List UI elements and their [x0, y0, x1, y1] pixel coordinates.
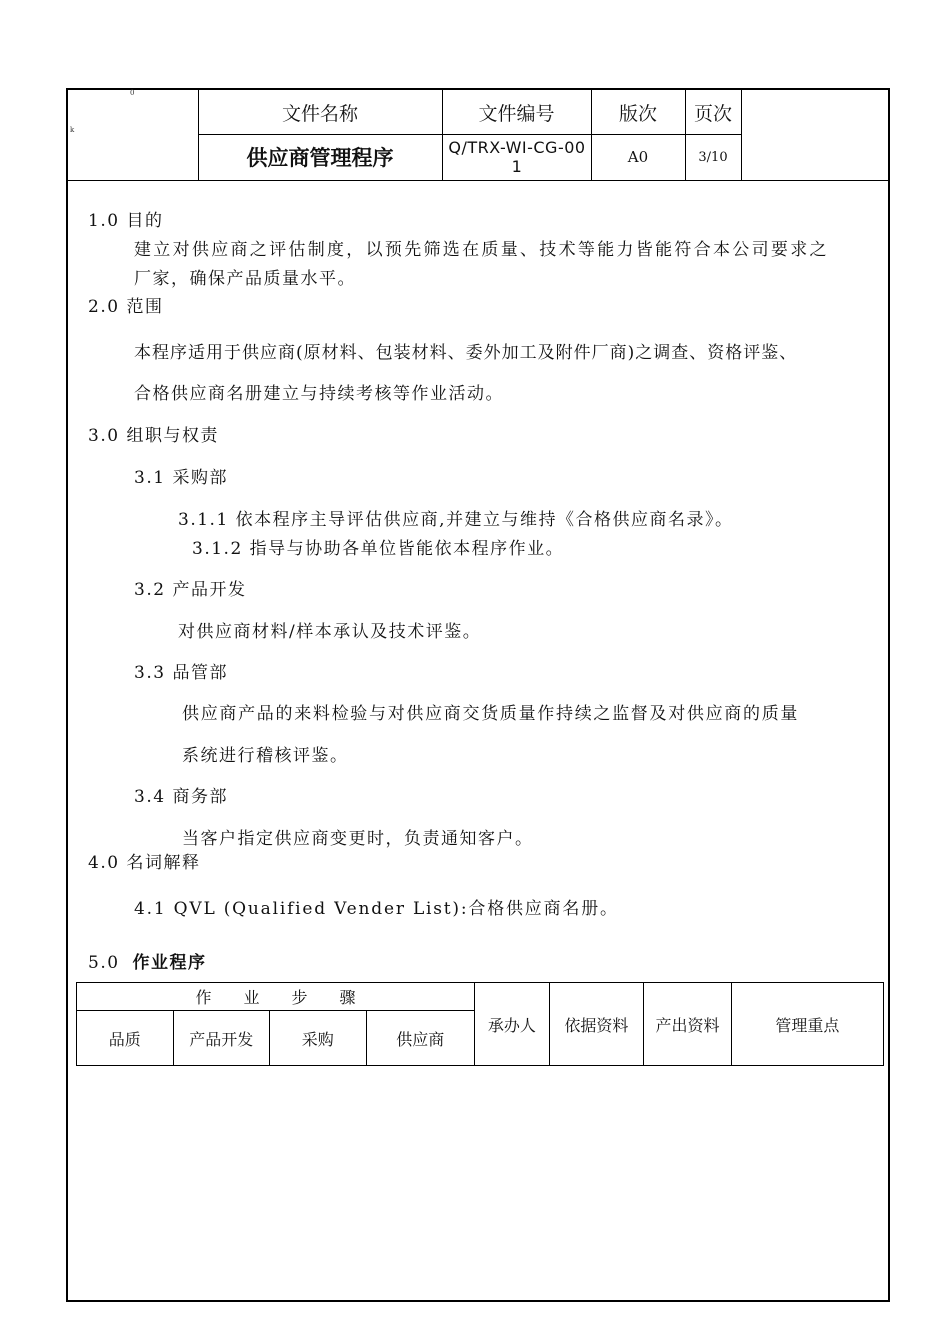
- section-3-3-text: 供应商产品的来料检验与对供应商交货质量作持续之监督及对供应商的质量: [182, 704, 800, 724]
- section-3-1-heading: 3.1 采购部: [134, 468, 228, 488]
- section-2-text: 合格供应商名册建立与持续考核等作业活动。: [134, 384, 504, 404]
- section-1-text: 厂家，确保产品质量水平。: [134, 269, 356, 289]
- section-3-heading: 3.0 组职与权责: [88, 426, 219, 446]
- document-title: 供应商管理程序: [246, 146, 394, 170]
- table-header-cell: 产出资料: [644, 983, 732, 1066]
- section-3-3-text: 系统进行稽核评鉴。: [182, 746, 349, 766]
- document-version: A0: [627, 148, 649, 166]
- col-label-number: 文件编号: [478, 102, 555, 125]
- table-subheader-cell: 品质: [77, 1011, 174, 1066]
- document-frame: [66, 88, 890, 1302]
- section-2-text: 本程序适用于供应商(原材料、包装材料、委外加工及附件厂商)之调查、资格评鉴、: [134, 343, 798, 363]
- table-header-cell: 管理重点: [731, 983, 883, 1066]
- procedure-steps-table: [76, 982, 884, 1066]
- table-header-cell: 承办人: [475, 983, 550, 1066]
- table-subheader-cell: 产品开发: [173, 1011, 270, 1066]
- section-3-4-heading: 3.4 商务部: [134, 787, 228, 807]
- section-5-number: 5.0: [88, 953, 120, 973]
- col-label-page: 页次: [693, 102, 732, 125]
- section-3-4-text: 当客户指定供应商变更时，负责通知客户。: [182, 829, 534, 849]
- section-2-heading: 2.0 范围: [88, 297, 164, 317]
- section-3-1-2: 3.1.2 指导与协助各单位皆能依本程序作业。: [192, 539, 565, 559]
- corner-mark: k: [70, 126, 75, 134]
- section-5-heading: [88, 948, 206, 973]
- section-3-3-heading: 3.3 品管部: [134, 663, 228, 683]
- page-indicator: 3/10: [698, 149, 728, 165]
- section-1-text: 建立对供应商之评估制度，以预先筛选在质量、技术等能力皆能符合本公司要求之: [134, 240, 829, 260]
- table-header-cell: 依据资料: [549, 983, 644, 1066]
- col-label-name: 文件名称: [281, 102, 358, 125]
- document-number: Q/TRX-WI-CG-001: [448, 138, 586, 176]
- table-group-header: 作 业 步 骤: [77, 983, 475, 1011]
- section-4-heading: 4.0 名词解释: [88, 853, 201, 873]
- table-subheader-cell: 采购: [270, 1011, 367, 1066]
- table-subheader-cell: 供应商: [366, 1011, 474, 1066]
- document-header: [68, 90, 888, 181]
- section-3-2-text: 对供应商材料/样本承认及技术评鉴。: [178, 622, 482, 642]
- section-5-title: 作业程序: [132, 953, 207, 973]
- section-3-1-1: 3.1.1 依本程序主导评估供应商,并建立与维持《合格供应商名录》。: [178, 510, 734, 530]
- section-3-2-heading: 3.2 产品开发: [134, 580, 247, 600]
- corner-mark: 0: [130, 89, 135, 97]
- section-1-heading: 1.0 目的: [88, 211, 164, 231]
- col-label-version: 版次: [618, 102, 657, 125]
- section-4-1: 4.1 QVL (Qualified Vender List):合格供应商名册。: [134, 899, 619, 919]
